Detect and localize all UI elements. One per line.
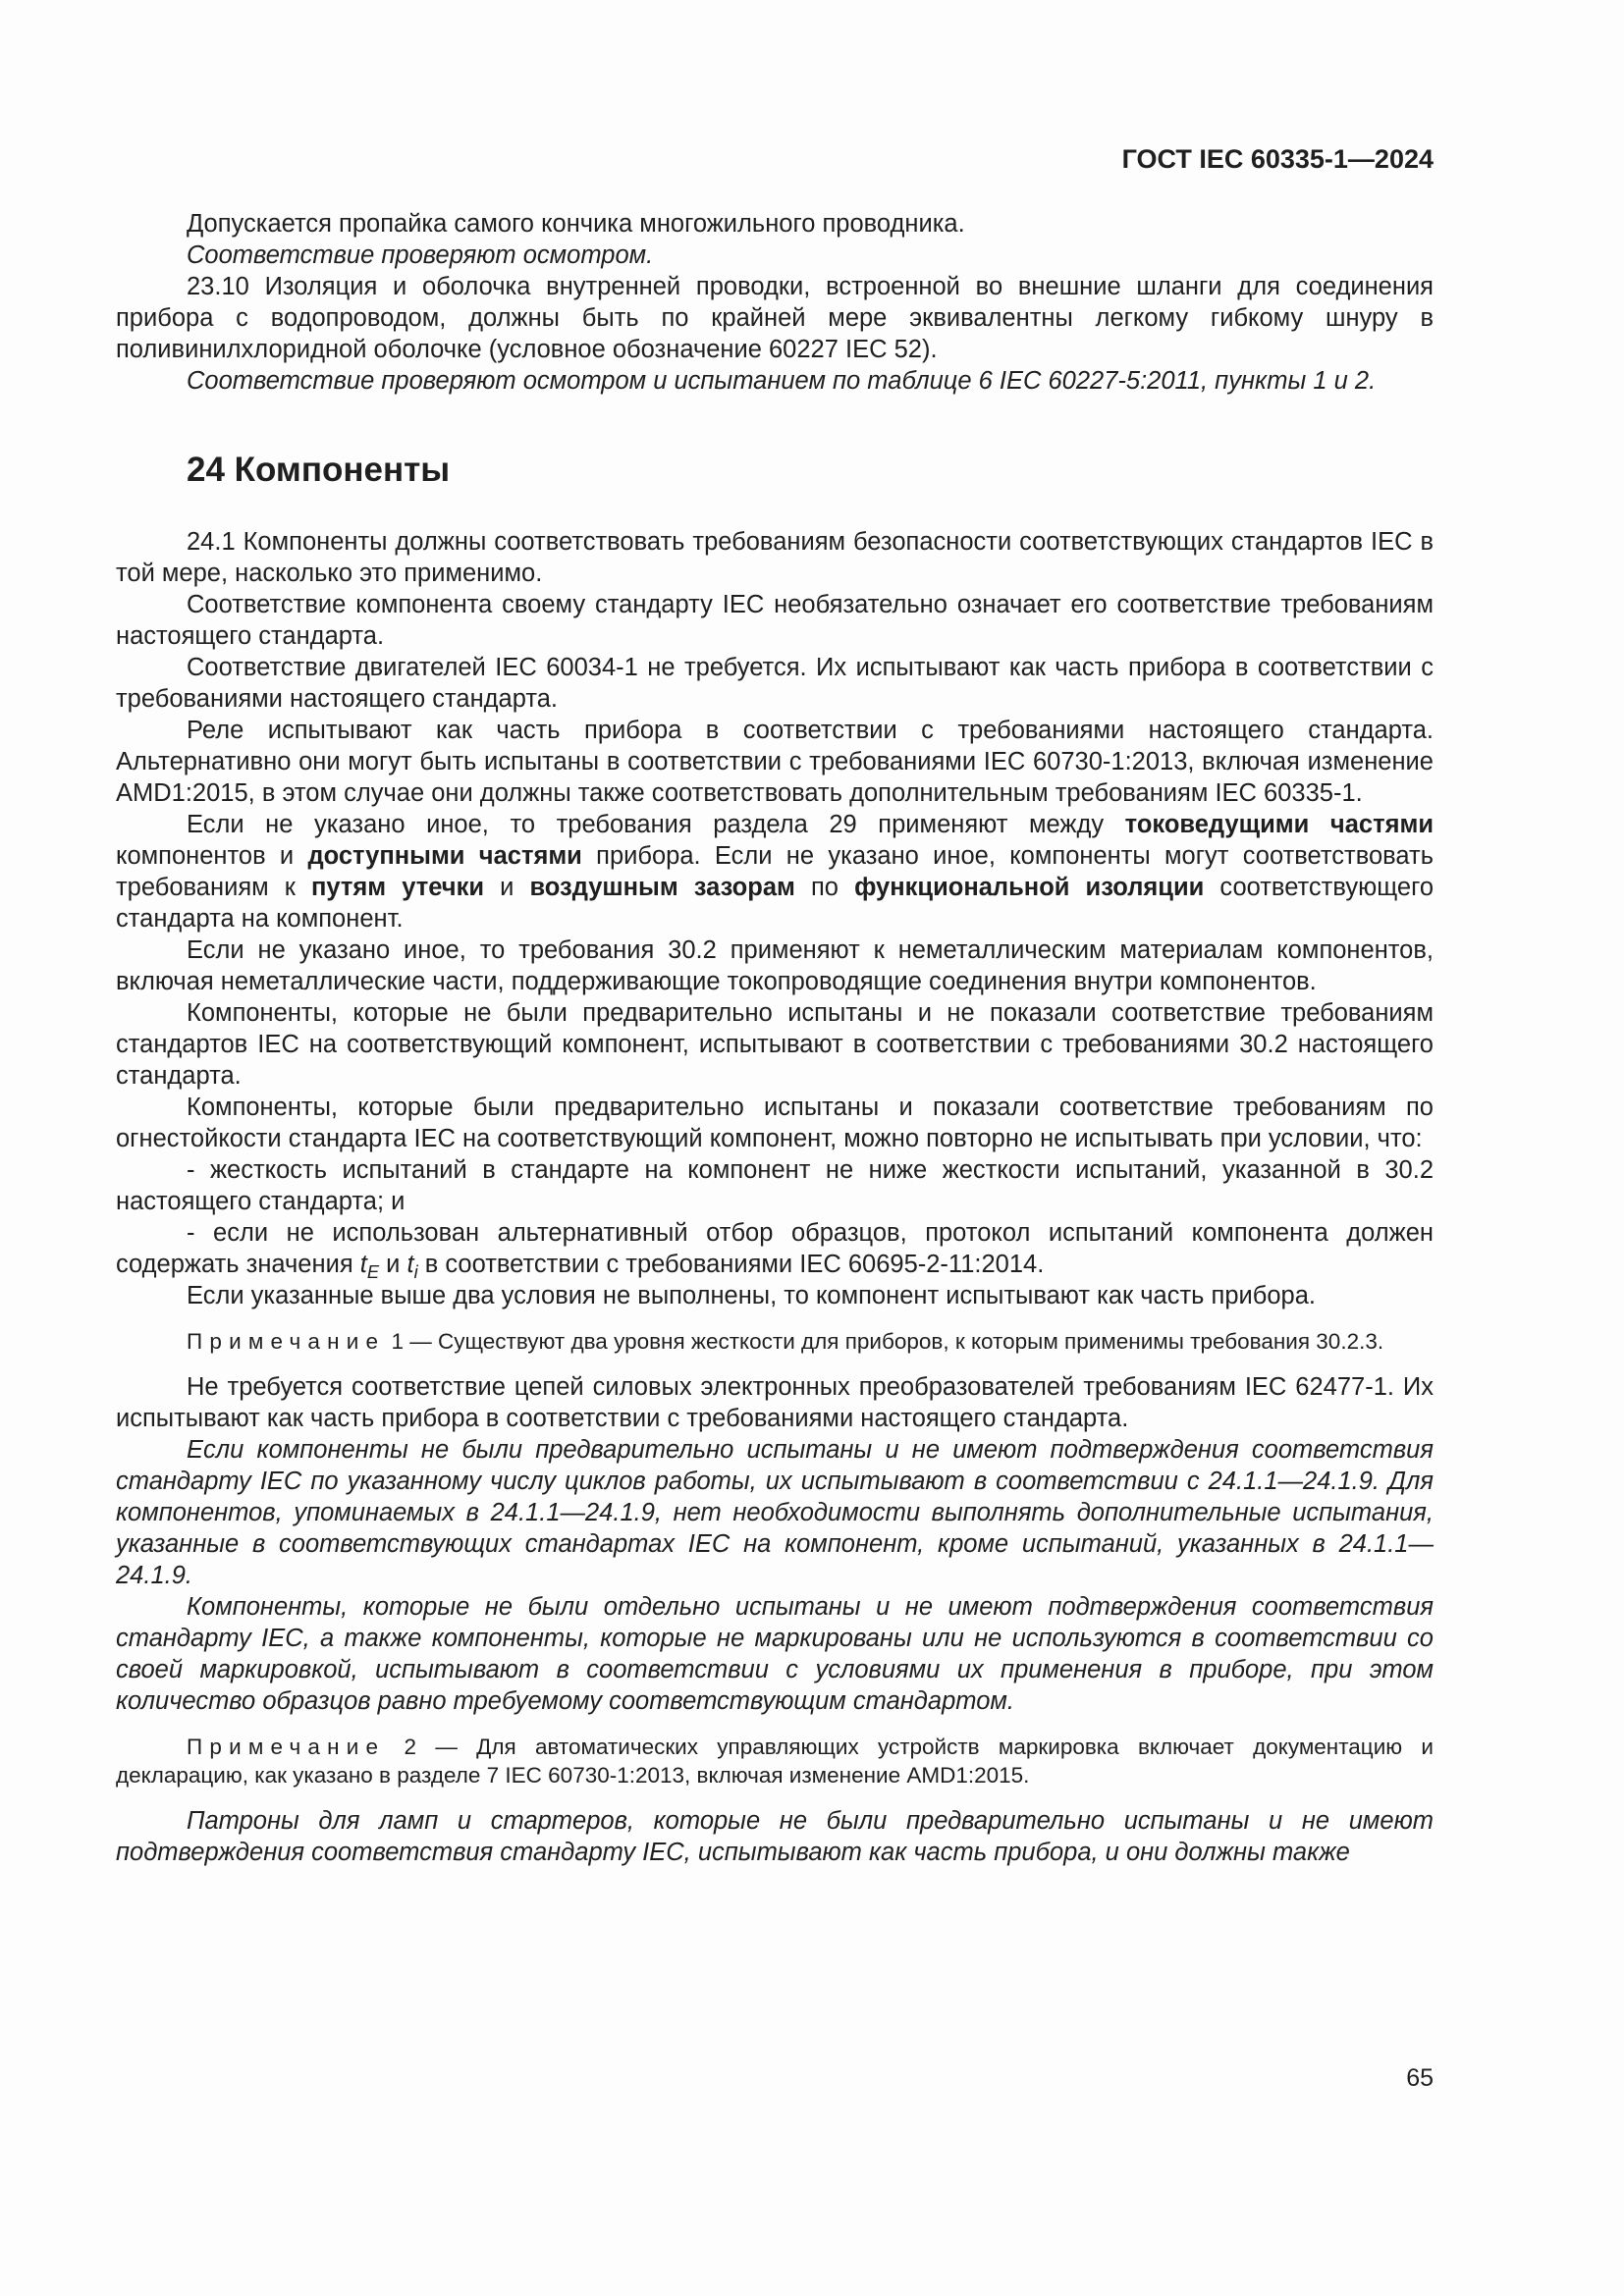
text-run: Не требуется соответствие цепей силовых электронных преобразователей требованиям IEC 62477-1. Их испытывают как часть прибора в соответствии с требованиями настоящего стандарта.: [116, 1373, 1441, 1432]
text-run: Если не указано иное, то требования раздела 29 применяют между: [187, 811, 1125, 838]
paragraph: [116, 715, 1441, 809]
text-run: t: [406, 1251, 414, 1278]
text-run: - жесткость испытаний в стандарте на компонент не ниже жесткости испытаний, указанной в 30.2 настоящего стандарта; и: [116, 1156, 1441, 1215]
text-run: Компоненты, которые не были предварительно испытаны и не показали соответствие требованиям стандартов IEC на соответствующий компонент, испытывают в соответствии с требованиями 30.2 настоящего стандарта.: [116, 999, 1441, 1090]
paragraph: [116, 271, 1441, 365]
text-run: Соответствие проверяют осмотром.: [187, 241, 654, 269]
text-run: прибора. Если не указано иное, компоненты могут соответствовать требованиям к: [116, 842, 1441, 901]
paragraph: [116, 240, 1434, 271]
note-paragraph: [116, 1733, 1440, 1789]
text-run: компонентов и: [116, 811, 1441, 870]
text-run: 23.10 Изоляция и оболочка внутренней проводки, встроенной во внешние шланги для соединения прибора с водопроводом, должны быть по крайней мере эквивалентны легкому гибкому шнуру в поливинилхлоридной оболочке (условное обозначение 60227 IEC 52).: [116, 273, 1441, 363]
standard-designation: ГОСТ IEC 60335-1—2024: [1121, 144, 1434, 174]
paragraph: [116, 934, 1441, 997]
text-run: Реле испытывают как часть прибора в соответствии с требованиями настоящего стандарта. Альтернативно они могут быть испытаны в соответствии с требованиями IEC 60730-1:2013, включая изменение AMD1:2015, в этом случае они должны также соответствовать дополнительным требованиям IEC 60335-1.: [116, 717, 1441, 807]
paragraph: [116, 809, 1441, 934]
paragraph: [116, 1371, 1441, 1434]
text-run: Компоненты, которые не были отдельно испытаны и не имеют подтверждения соответствия стандарту IEC, а также компоненты, которые не маркированы или не используются в соответствии со своей маркировкой, испытывают в соответствии с условиями их применения в приборе, при этом количество образцов равно требуемому соответствующим стандартом.: [116, 1593, 1441, 1715]
paragraph: [116, 1280, 1434, 1311]
text-run: путям утечки: [311, 874, 485, 901]
text-run: 2 — Для автоматических управляющих устройств маркировка включает документацию и декларацию, как указано в разделе 7 IEC 60730-1:2013, включая изменение AMD1:2015.: [116, 1735, 1440, 1788]
text-run: и: [379, 1251, 407, 1278]
paragraph: [116, 1805, 1441, 1868]
text-run: Если компоненты не были предварительно испытаны и не имеют подтверждения соответствия стандарту IEC по указанному числу циклов работы, их испытывают в соответствии с 24.1.1—24.1.9. Для компонентов, упоминаемых в 24.1.1—24.1.9, нет необходимости выполнять дополнительные испытания, указанные в соответствующих стандартах IEC на компонент, кроме испытаний, указанных в 24.1.1—24.1.9.: [116, 1436, 1441, 1589]
text-run: Примечание: [187, 1329, 386, 1354]
text-run: Примечание: [187, 1735, 386, 1759]
document-header: [116, 143, 1434, 175]
text-run: Соответствие проверяют осмотром и испытанием по таблице 6 IEC 60227-5:2011, пункты 1 и 2.: [187, 367, 1377, 395]
paragraph: [116, 365, 1434, 397]
page-number: 65: [1406, 2064, 1434, 2092]
text-run: t: [359, 1251, 367, 1278]
text-run: токоведущими частями: [1124, 811, 1434, 838]
paragraph: [116, 208, 1434, 240]
text-run: Соответствие компонента своему стандарту IEC необязательно означает его соответствие требованиям настоящего стандарта.: [116, 591, 1441, 650]
text-run: по: [794, 874, 855, 901]
paragraph: [116, 1154, 1441, 1217]
text-run: Соответствие двигателей IEC 60034-1 не требуется. Их испытывают как часть прибора в соответствии с требованиями настоящего стандарта.: [116, 654, 1441, 713]
text-run: воздушным зазорам: [529, 874, 795, 901]
text-run: функциональной изоляции: [854, 874, 1205, 901]
text-run: Если указанные выше два условия не выполнены, то компонент испытывают как часть прибора.: [187, 1282, 1317, 1309]
text-run: Компоненты, которые были предварительно испытаны и показали соответствие требованиям по огнестойкости стандарта IEC на соответствующий компонент, можно повторно не испытывать при условии, что:: [116, 1094, 1441, 1152]
paragraph: [116, 1591, 1441, 1717]
text-run: доступными частями: [307, 842, 582, 870]
paragraph: [116, 1434, 1441, 1591]
paragraph: [116, 526, 1441, 589]
text-run: 24 Компоненты: [187, 451, 451, 489]
text-run: соответствующего стандарта на компонент.: [116, 874, 1441, 933]
section-heading: [116, 450, 1434, 491]
text-run: i: [413, 1261, 418, 1283]
text-run: 1 — Существуют два уровня жесткости для приборов, к которым применимы требования 30.2.3.: [385, 1329, 1384, 1354]
paragraph: [116, 997, 1441, 1092]
paragraph: [116, 652, 1441, 715]
text-run: E: [366, 1261, 380, 1283]
text-run: Допускается пропайка самого кончика многожильного проводника.: [187, 210, 965, 238]
text-run: Если не указано иное, то требования 30.2 применяют к неметаллическим материалам компонентов, включая неметаллические части, поддерживающие токопроводящие соединения внутри компонентов.: [116, 936, 1441, 995]
text-run: и: [484, 874, 530, 901]
text-run: - если не использован альтернативный отбор образцов, протокол испытаний компонента должен содержать значения: [116, 1219, 1441, 1278]
paragraph: [116, 589, 1441, 652]
text-run: Патроны для ламп и стартеров, которые не были предварительно испытаны и не имеют подтверждения соответствия стандарту IEC, испытывают как часть прибора, и они должны также: [116, 1807, 1441, 1866]
text-run: в соответствии с требованиями IEC 60695-2-11:2014.: [417, 1251, 1045, 1278]
text-run: 24.1 Компоненты должны соответствовать требованиям безопасности соответствующих стандартов IEC в той мере, насколько это применимо.: [116, 528, 1441, 587]
document-body: [116, 208, 1441, 1868]
paragraph: [116, 1092, 1441, 1154]
note-paragraph: [116, 1327, 1434, 1356]
paragraph: [116, 1217, 1441, 1283]
